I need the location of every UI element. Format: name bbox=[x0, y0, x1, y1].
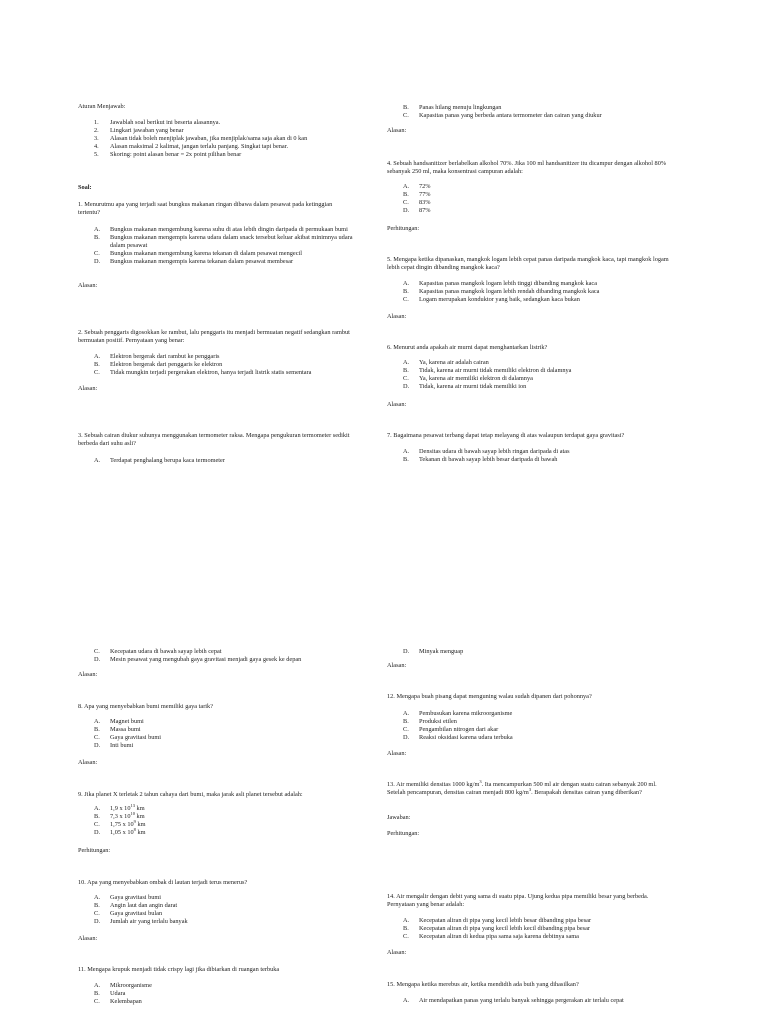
option-c[interactable]: C. 1,75 x $10^9$ km bbox=[94, 819, 146, 828]
question-14-text: 14. Air mengalir dengan debit yang sama di suatu pipa. Ujung kedua pipa memiliki besar yang berbeda. Pernyataan yang benar adalah: bbox=[387, 893, 649, 908]
question-7-options-part2 bbox=[94, 648, 359, 664]
question-11-options-part2 bbox=[403, 648, 603, 656]
option-b[interactable]: B. Panas hilang menuju lingkungan bbox=[403, 104, 502, 111]
option-d[interactable]: D. Jumlah air yang terlalu banyak bbox=[94, 918, 188, 925]
option-a[interactable]: A. Bungkus makanan mengembung karena suhu di atas lebih dingin daripada di permukaan bumi bbox=[94, 226, 348, 233]
option-b[interactable]: B. Kapasitas panas mangkok logam lebih rendah dibanding mangkok kaca bbox=[403, 288, 600, 295]
option-a[interactable]: A. Ya, karena air adalah cairan bbox=[403, 359, 489, 366]
option-c[interactable]: C. Logam merupakan konduktor yang baik, sedangkan kaca bukan bbox=[403, 296, 580, 303]
option-d[interactable]: D. Inti bumi bbox=[94, 742, 134, 749]
option-b[interactable]: B. Udara bbox=[94, 990, 126, 997]
question-1-text: 1. Menurutmu apa yang terjadi saat bungkus makanan ringan dibawa dalam pesawat pada ketinggian tertentu? bbox=[78, 201, 333, 216]
option-b[interactable]: B. Tidak, karena air murni tidak memiliki elektron di dalamnya bbox=[403, 367, 572, 374]
option-a[interactable]: A. Air mendapatkan panas yang terlalu banyak sehingga pergerakan air terlalu cepat bbox=[403, 997, 624, 1004]
perhitungan-label-4: Perhitungan: bbox=[387, 225, 420, 232]
option-c[interactable]: C. Gaya gravitasi bulan bbox=[94, 910, 163, 917]
question-6-text: 6. Menurut anda apakah air murni dapat menghantarkan listrik? bbox=[387, 344, 548, 351]
option-c[interactable]: C. Kecepatan udara di bawah sayap lebih cepat bbox=[94, 648, 222, 655]
option-a[interactable]: A. Gaya gravitasi bumi bbox=[94, 894, 162, 901]
alasan-label-8: Alasan: bbox=[78, 759, 98, 766]
alasan-label-14: Alasan: bbox=[387, 949, 407, 956]
option-d[interactable]: D. 87% bbox=[403, 207, 431, 214]
question-10-options bbox=[94, 894, 294, 926]
alasan-label-5: Alasan: bbox=[387, 313, 407, 320]
soal-label: Soal: bbox=[78, 184, 92, 191]
alasan-label-3: Alasan: bbox=[387, 127, 407, 134]
alasan-label-10: Alasan: bbox=[78, 935, 98, 942]
option-b[interactable]: B. Elektron bergerak dari penggaris ke elektron bbox=[94, 361, 223, 368]
question-2-text: 2. Sebuah penggaris digosokkan ke rambut, lalu penggaris itu menjadi bermuatan negatif sedangkan rambut bermuatan positif. Pernyataan yang benar: bbox=[78, 329, 350, 344]
question-5-text: 5. Mengapa ketika dipanaskan, mangkok logam lebih cepat panas daripada mangkok kaca, tapi mangkok logam lebih cepat dingin dibanding mangkok kaca? bbox=[387, 256, 669, 271]
alasan-label-7: Alasan: bbox=[78, 671, 98, 678]
option-a[interactable]: A. Mikroorganisme bbox=[94, 982, 152, 989]
option-d[interactable]: D. 1,05 x $10^8$ km bbox=[94, 827, 146, 836]
question-8-options bbox=[94, 718, 294, 750]
option-b[interactable]: B. Produksi etilen bbox=[403, 718, 457, 725]
option-c[interactable]: C. Tidak mungkin terjadi pergerakan elektron, hanya terjadi listrik statis sementara bbox=[94, 369, 312, 376]
jawaban-label-13: Jawaban: bbox=[387, 814, 411, 821]
question-15-text: 15. Mengapa ketika merebus air, ketika mendidih ada buih yang dihasilkan? bbox=[387, 981, 579, 988]
option-a[interactable]: A. Elektron bergerak dari rambut ke penggaris bbox=[94, 353, 220, 360]
option-b[interactable]: B. Massa bumi bbox=[94, 726, 141, 733]
option-c[interactable]: C. Kapasitas panas yang berbeda antara termometer dan cairan yang diukur bbox=[403, 112, 602, 119]
option-b[interactable]: B. 77% bbox=[403, 191, 431, 198]
option-b[interactable]: B. Tekanan di bawah sayap lebih besar daripada di bawah bbox=[403, 456, 558, 463]
instructions-list: 1. Jawablah soal berikut ini beserta alasannya. 2. Lingkari jawaban yang benar 3. Alasan tidak boleh menjiplak jawaban, jika menjiplak/sama saja akan di 0 kan 4. Alasan maksimal 2 kalimat, jangan terlalu panjang. Singkat tapi benar. 5. Skoring: point alasan benar = 2x point pilihan benar bbox=[94, 119, 308, 158]
option-b[interactable]: B. 7,3 x $10^{10}$ km bbox=[94, 811, 145, 820]
question-4-options bbox=[403, 183, 603, 215]
option-c[interactable]: C. Gaya gravitasi bumi bbox=[94, 734, 162, 741]
option-c[interactable]: C. Bungkus makanan mengembung karena tekanan di dalam pesawat mengecil bbox=[94, 250, 302, 257]
perhitungan-label-13: Perhitungan: bbox=[387, 830, 420, 837]
question-15-options bbox=[403, 997, 678, 1005]
option-a[interactable]: A. Kapasitas panas mangkok logam lebih tinggi dibanding mangkok kaca bbox=[403, 280, 598, 287]
option-a[interactable]: A. 72% bbox=[403, 183, 431, 190]
option-a[interactable]: A. 1,9 x $10^{13}$ km bbox=[94, 803, 145, 812]
option-a[interactable]: A. Kecepatan aliran di pipa yang kecil lebih besar dibanding pipa besar bbox=[403, 917, 592, 924]
option-c[interactable]: C. Kecepatan aliran di kedua pipa sama saja karena debitnya sama bbox=[403, 933, 579, 940]
question-3-options-part2 bbox=[403, 104, 673, 120]
question-6-options bbox=[403, 359, 673, 391]
alasan-label-11: Alasan: bbox=[387, 662, 407, 669]
question-9-options bbox=[94, 805, 294, 837]
question-14-options bbox=[403, 917, 673, 941]
alasan-label-2: Alasan: bbox=[78, 385, 98, 392]
alasan-label-6: Alasan: bbox=[387, 401, 407, 408]
option-d[interactable]: D. Reaksi oksidasi karena udara terbuka bbox=[403, 734, 513, 741]
option-d[interactable]: D. Tidak, karena air murni tidak memiliki ion bbox=[403, 383, 527, 390]
perhitungan-label-9: Perhitungan: bbox=[78, 847, 111, 854]
instructions-heading: Aturan Menjawab: bbox=[78, 103, 126, 110]
question-8-text: 8. Apa yang menyebabkan bumi memiliki gaya tarik? bbox=[78, 703, 213, 710]
option-d[interactable]: D. Minyak menguap bbox=[403, 648, 464, 655]
question-12-text: 12. Mengapa buah pisang dapat menguning walau sudah dipanen dari pohonnya? bbox=[387, 693, 592, 700]
question-11-text: 11. Mengapa krupuk menjadi tidak crispy lagi jika dibiarkan di ruangan terbuka bbox=[78, 966, 280, 973]
option-c[interactable]: C. Kelembapan bbox=[94, 998, 142, 1005]
question-1-options bbox=[94, 226, 354, 266]
option-b[interactable]: B. Bungkus makanan mengempis karena udara dalam snack tersebut keluar akibat minimnya udara dalam pesawat bbox=[94, 234, 353, 249]
question-13-text: 13. Air memiliki densitas 1000 $kg/m^3$. Ita mencampurkan 500 ml air dengan suatu cairan sebanyak 200 ml. Setelah pencampuran, densitas cairan menjadi 800 $kg/m^3$. Berapakah densitas cairan yang diberikan? bbox=[387, 779, 657, 796]
option-d[interactable]: D. Mesin pesawat yang mengubah gaya gravitasi menjadi gaya gesek ke depan bbox=[94, 656, 302, 663]
question-2-options bbox=[94, 353, 364, 377]
option-a[interactable]: A. Terdapat penghalang berupa kaca termometer bbox=[94, 457, 225, 464]
question-7-options-part1 bbox=[403, 448, 673, 464]
question-12-options bbox=[403, 710, 623, 742]
question-10-text: 10. Apa yang menyebabkan ombak di lautan terjadi terus menerus? bbox=[78, 879, 248, 886]
option-d[interactable]: D. Bungkus makanan mengempis karena tekanan dalam pesawat membesar bbox=[94, 258, 294, 265]
option-a[interactable]: A. Pembusukan karena mikroorganisme bbox=[403, 710, 513, 717]
option-c[interactable]: C. Pengambilan nitrogen dari akar bbox=[403, 726, 499, 733]
question-3-text: 3. Sebuah cairan diukur suhunya menggunakan termometer raksa. Mengapa pengukuran termometer sedikit berbeda dari suhu asli? bbox=[78, 432, 350, 447]
option-a[interactable]: A. Magnet bumi bbox=[94, 718, 144, 725]
option-b[interactable]: B. Angin laut dan angin darat bbox=[94, 902, 178, 909]
option-a[interactable]: A. Densitas udara di bawah sayap lebih ringan daripada di atas bbox=[403, 448, 570, 455]
question-5-options bbox=[403, 280, 673, 304]
option-b[interactable]: B. Kecepatan aliran di pipa yang kecil lebih kecil dibanding pipa besar bbox=[403, 925, 590, 932]
question-3-options-part1 bbox=[94, 457, 354, 465]
option-c[interactable]: C. Ya, karena air memiliki elektron di dalamnya bbox=[403, 375, 533, 382]
alasan-label-1: Alasan: bbox=[78, 282, 98, 289]
question-7-text: 7. Bagaimana pesawat terbang dapat tetap melayang di atas walaupun terdapat gaya gravitasi? bbox=[387, 432, 625, 439]
option-c[interactable]: C. 83% bbox=[403, 199, 431, 206]
question-4-text: 4. Sebuah handsanitizer berlabelkan alkohol 70%. Jika 100 ml handsanitizer itu dicampur dengan alkohol 80% sebanyak 250 ml, maka konsentrasi campuran adalah: bbox=[387, 160, 667, 175]
alasan-label-12: Alasan: bbox=[387, 750, 407, 757]
question-11-options-part1 bbox=[94, 982, 294, 1006]
question-9-text: 9. Jika planet X terletak 2 tahun cahaya dari bumi, maka jarak asli planet tersebut adalah: bbox=[78, 791, 303, 798]
